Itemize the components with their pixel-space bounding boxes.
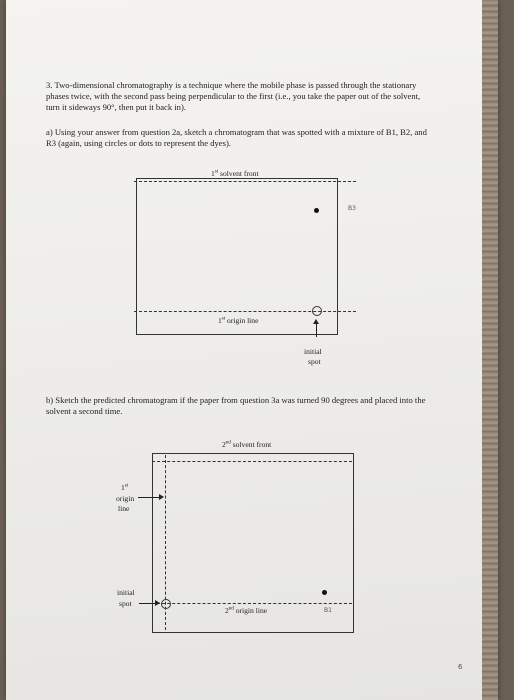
initial-spot-circle-a [312,306,322,316]
question-part-b: b) Sketch the predicted chromatogram if the paper from question 3a was turned 90 degrees and placed into the solvent a second time. [46,395,426,417]
arrow-right-icon [159,494,164,500]
question-part-a: a) Using your answer from question 2a, sketch a chromatogram that was spotted with a mixture of B1, B2, and R3 (again, using circles or dots to represent the dyes). [46,127,427,149]
first-origin-label-b-line3: line [118,504,130,513]
dye-spot-a [314,208,319,213]
handwritten-mark-a: B3 [348,205,356,212]
initial-spot-label-b-line1: initial [117,588,135,597]
origin-label-a: 1st origin line [218,316,259,325]
paper-stack-edge [482,0,498,700]
question-intro: 3. Two-dimensional chromatography is a technique where the mobile phase is passed through the stationary phases twice, with the second pass being perpendicular to the first (i.e., you take the paper out of the solvent, turn it sideways 90°, then put it back in). [46,80,421,113]
first-origin-label-b-line1: 1st [121,483,129,492]
handwritten-mark-b: B1 [324,607,332,614]
solvent-front-line-a [134,181,356,182]
origin-label-b: 2nd origin line [225,606,268,615]
dye-spot-b [322,590,327,595]
initial-spot-circle-b [161,599,171,609]
initial-spot-label-a-line2: spot [308,357,321,366]
initial-spot-label-b-line2: spot [119,599,132,608]
initial-spot-label-a-line1: initial [304,347,322,356]
solvent-front-label-a: 1st solvent front [211,169,259,178]
arrow-right-icon [155,600,160,606]
solvent-front-label-b: 2nd solvent front [222,440,272,449]
page-mark: 6 [458,663,463,671]
first-origin-label-b-line2: origin [116,494,135,503]
worksheet-page [6,0,498,700]
origin-line-a [134,311,356,312]
first-origin-pointer-b [138,497,160,498]
solvent-front-line-b [152,461,352,462]
origin-line-b [152,603,352,604]
initial-spot-pointer-a [316,323,317,337]
initial-spot-pointer-b [139,603,156,604]
